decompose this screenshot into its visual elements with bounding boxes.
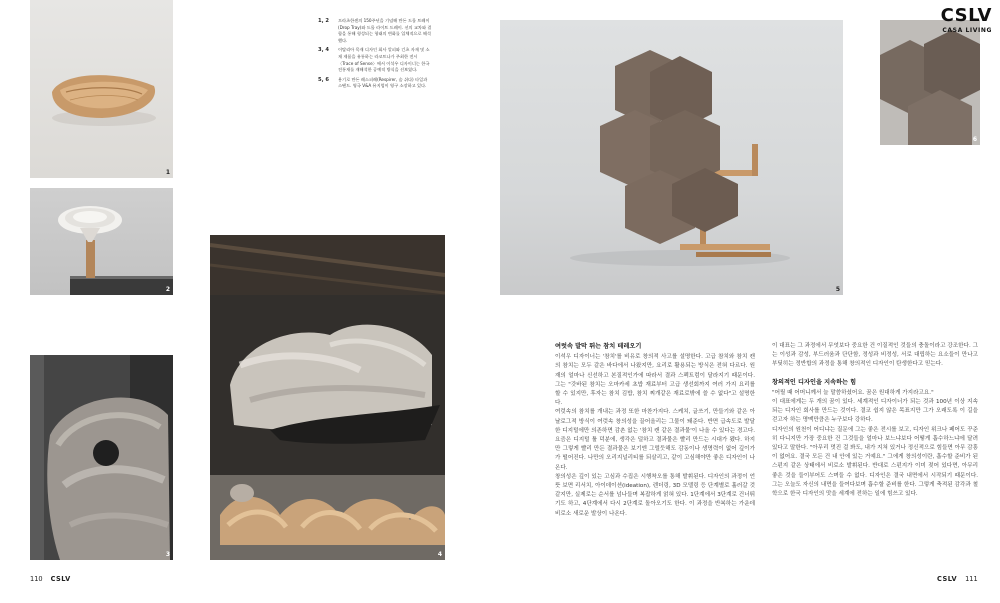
photo-number-5: 5 [835,286,840,293]
caption-number: 1, 2 [318,18,329,24]
trace-of-sense-illustration [210,235,445,560]
folio-left [30,575,71,583]
folio-brand: CSLV [50,575,71,583]
drop-light-illustration [30,188,173,295]
page-number: 110 [30,575,43,583]
folio-right [937,575,978,583]
photo-exhibition-panel [30,355,173,560]
photo-number-1: 1 [165,169,170,176]
photo-number-4: 4 [437,551,442,558]
page-number: 111 [965,575,978,583]
caption-5-6 [318,77,432,90]
paragraph: 디자인의 원천이 어디냐는 질문에 그는 좋은 전시를 보고, 디자인 위크나 페어도 꾸준히 다니지만 가장 중요한 건 그것들을 얼마나 보느냐보다 어떻게 흡수하느냐에 달려 있다고 말한다. "아무리 멋진 걸 봐도, 내가 지쳐 있거나 정신적으로 힘들면 아무 감흥이 없어요. 결국 모든 건 내 안에 있는 거예요." 그에게 창의성이란, 흡수할 준비가 된 스펀지 같은 상태에서 비로소 발휘된다. 반대로 스펀지가 이미 젖어 있다면, 아무리 좋은 것을 들이부어도 스며들 수 없다. 디자인은 결국 내면에서 시작되기 때문이다. 그는 오늘도 자신의 내면을 들여다보며 흡수할 준비를 한다. 그렇게 축적된 감각과 철학으로 한국 디자인의 맛을 세계에 전하는 일에 힘쓰고 있다. [772,426,978,498]
article-column-1 [555,342,755,519]
section-heading: 창의적인 디자인을 지속하는 힘 [772,378,857,386]
photo-number-3: 3 [165,551,170,558]
paragraph: 이 대표는 그 과정에서 무엇보다 중요한 건 이질적인 것들의 충돌이라고 강조한다. 그는 이성과 감성, 부드러움과 단단함, 정성과 비정성, 서로 대립하는 요소들이 만나고 부딪히는 정반합의 과정을 통해 창의적인 디자인이 탄생한다고 믿는다. [772,343,978,368]
caption-text: 용기로 만든 레스피레(Respirer, 숨 쉬다) 타일과 스탠드. 영국 V&A 뮤지엄이 영구 소장하고 있다. [338,76,428,89]
photo-trace-of-sense [210,235,445,560]
photo-drop-light [30,188,173,295]
paragraph: 이석우 디자이너는 '참치'를 비유로 창의적 사고를 설명한다. 고급 참치와 참치 캔의 참치는 모두 같은 바다에서 나왔지만, 요리로 활용되는 방식은 전혀 다르다. 원재의 얼마나 신선하고 본질적인가에 따라서 결과 스펙트럼이 달라지기 때문이다. 그는 "갓바된 참치는 오마카세 초밥 재료부터 고급 생선회까지 여러 가지 요리를 할 수 있지만, 후자는 참치 김밥, 참치 찌개같은 재료로밖에 쓸 수 없다"고 설명한다. [555,354,755,407]
logo-wordmark: CSLV [940,5,992,26]
photo-respirer-detail [880,20,980,145]
photo-respirer-stand [500,20,843,295]
photo-number-6: 6 [972,136,977,143]
drop-tray-illustration [30,0,173,178]
respirer-detail-illustration [880,20,980,145]
caption-1-2 [318,18,432,44]
caption-number: 3, 4 [318,47,329,54]
paragraph: 여럿속의 참치를 개내는 과정 또한 마찬가지다. 스케치, 글쓰기, 만들기와 같은 아날로그적 방식이 여럿속 창의성을 끌어올리는 그물이 돼준다. 반면 급속도로 발달한 디지털에만 의존하면 감촌 없는 '참치 캔 같은 결과물'이 나올 수 있다는 경고다. 요즘은 디지털 툴 덕분에, 생각은 덜하고 결과물은 빨리 만드는 시대가 됐다. 하지만 그렇게 빨리 만든 결과물은 보기엔 그럴듯해도 감동이나 생명력이 없어 깊이가가 떨어진다. 나만의 오리지널리티를 되살리고, 같이 고심해야만 좋은 디자인이 나온다. [555,409,755,471]
respirer-stand-illustration [500,20,843,295]
photo-number-2: 2 [165,286,170,293]
caption-number: 5, 6 [318,76,329,83]
caption-text: 이탈리아 목재 디자인 회사 알피와 긴츠 자재 및 소재 제품을 유통하는 라코트나가 주최한 전시 〈Trace of Sense〉에서 이석우 디자이너는 한국 전통재를 재해석한 공예적 방식을 선보였다. [338,47,430,73]
article-column-2 [772,342,978,499]
logo-subtitle: CASA LIVING [942,27,992,34]
photo-drop-tray [30,0,173,178]
exhibition-panel-illustration [30,355,173,560]
paragraph: 창의성은 깊이 있는 고심과 수집은 시행착오를 통해 발휘된다. 디자인의 과정이 언뜻 보면 리서치, 아이데이션(ideation), 렌더링, 3D 모델링 등 단계별로 흘러갈 것 같지만, 실제로는 순서를 넘나들며 복잡하게 얽혀 있다. 1단계에서 3단계로 건너뛰기도 하고, 4단계에서 다시 2단계로 돌아오기도 한다. 이 과정을 반복하는 가운데 비로소 새로운 발상이 나온다. [555,473,755,517]
cslv-logo [930,6,992,34]
photo-captions [318,18,432,93]
folio-brand: CSLV [937,575,958,583]
caption-3-4 [318,47,432,73]
caption-text: 프라츠한센의 150주년을 기념해 만든 드롭 트레이(Drop Tray)와 드롭 라이트 드레이. 선의 교차와 결합을 통해 형성되는 형태의 변화를 입체적으로 해석했다. [338,18,432,43]
pull-quote: "어릴 때 어머니께서 늘 말씀하셨어요. 꿈은 원대하게 가지라고요." [772,389,934,396]
paragraph: 이 대표에게는 두 개의 꿈이 있다. 세계적인 디자이너가 되는 것과 100년 이상 지속되는 디자인 회사를 만드는 것이다. 결코 쉽지 않은 목표지만 그가 오래도록 이 길을 걷고자 하는 명맥만큼은 누구보다 강하다. [772,399,978,424]
section-heading: 여럿속 발막 뛰는 참치 테레오기 [555,343,642,350]
